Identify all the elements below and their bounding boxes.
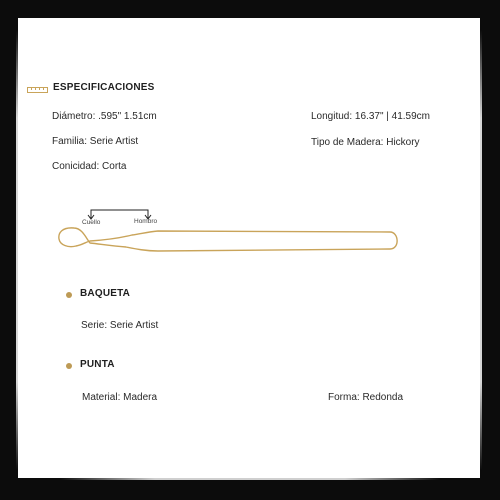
drumstick-diagram (50, 205, 410, 255)
spec-wood: Tipo de Madera: Hickory (311, 137, 420, 148)
frame-edge-bottom (60, 478, 440, 480)
spec-family: Familia: Serie Artist (52, 136, 139, 147)
neck-label: Cuello (82, 219, 101, 226)
stick-title: BAQUETA (80, 288, 131, 299)
shoulder-label: Hombro (134, 218, 158, 225)
spec-diameter: Diámetro: .595" 1.51cm (52, 111, 157, 122)
ruler-icon (27, 87, 48, 93)
tip-title: PUNTA (80, 359, 115, 370)
stick-series: Serie: Serie Artist (81, 320, 159, 331)
stick-bullet-icon (66, 292, 72, 298)
frame-edge-right (480, 30, 482, 470)
tip-material: Material: Madera (82, 392, 158, 403)
specs-title: ESPECIFICACIONES (53, 82, 155, 93)
drumstick-outline (59, 228, 397, 251)
frame-edge-left (16, 30, 18, 470)
tip-shape: Forma: Redonda (328, 392, 404, 403)
spec-length: Longitud: 16.37" | 41.59cm (311, 111, 431, 122)
tip-bullet-icon (66, 363, 72, 369)
spec-taper: Conicidad: Corta (52, 161, 127, 172)
